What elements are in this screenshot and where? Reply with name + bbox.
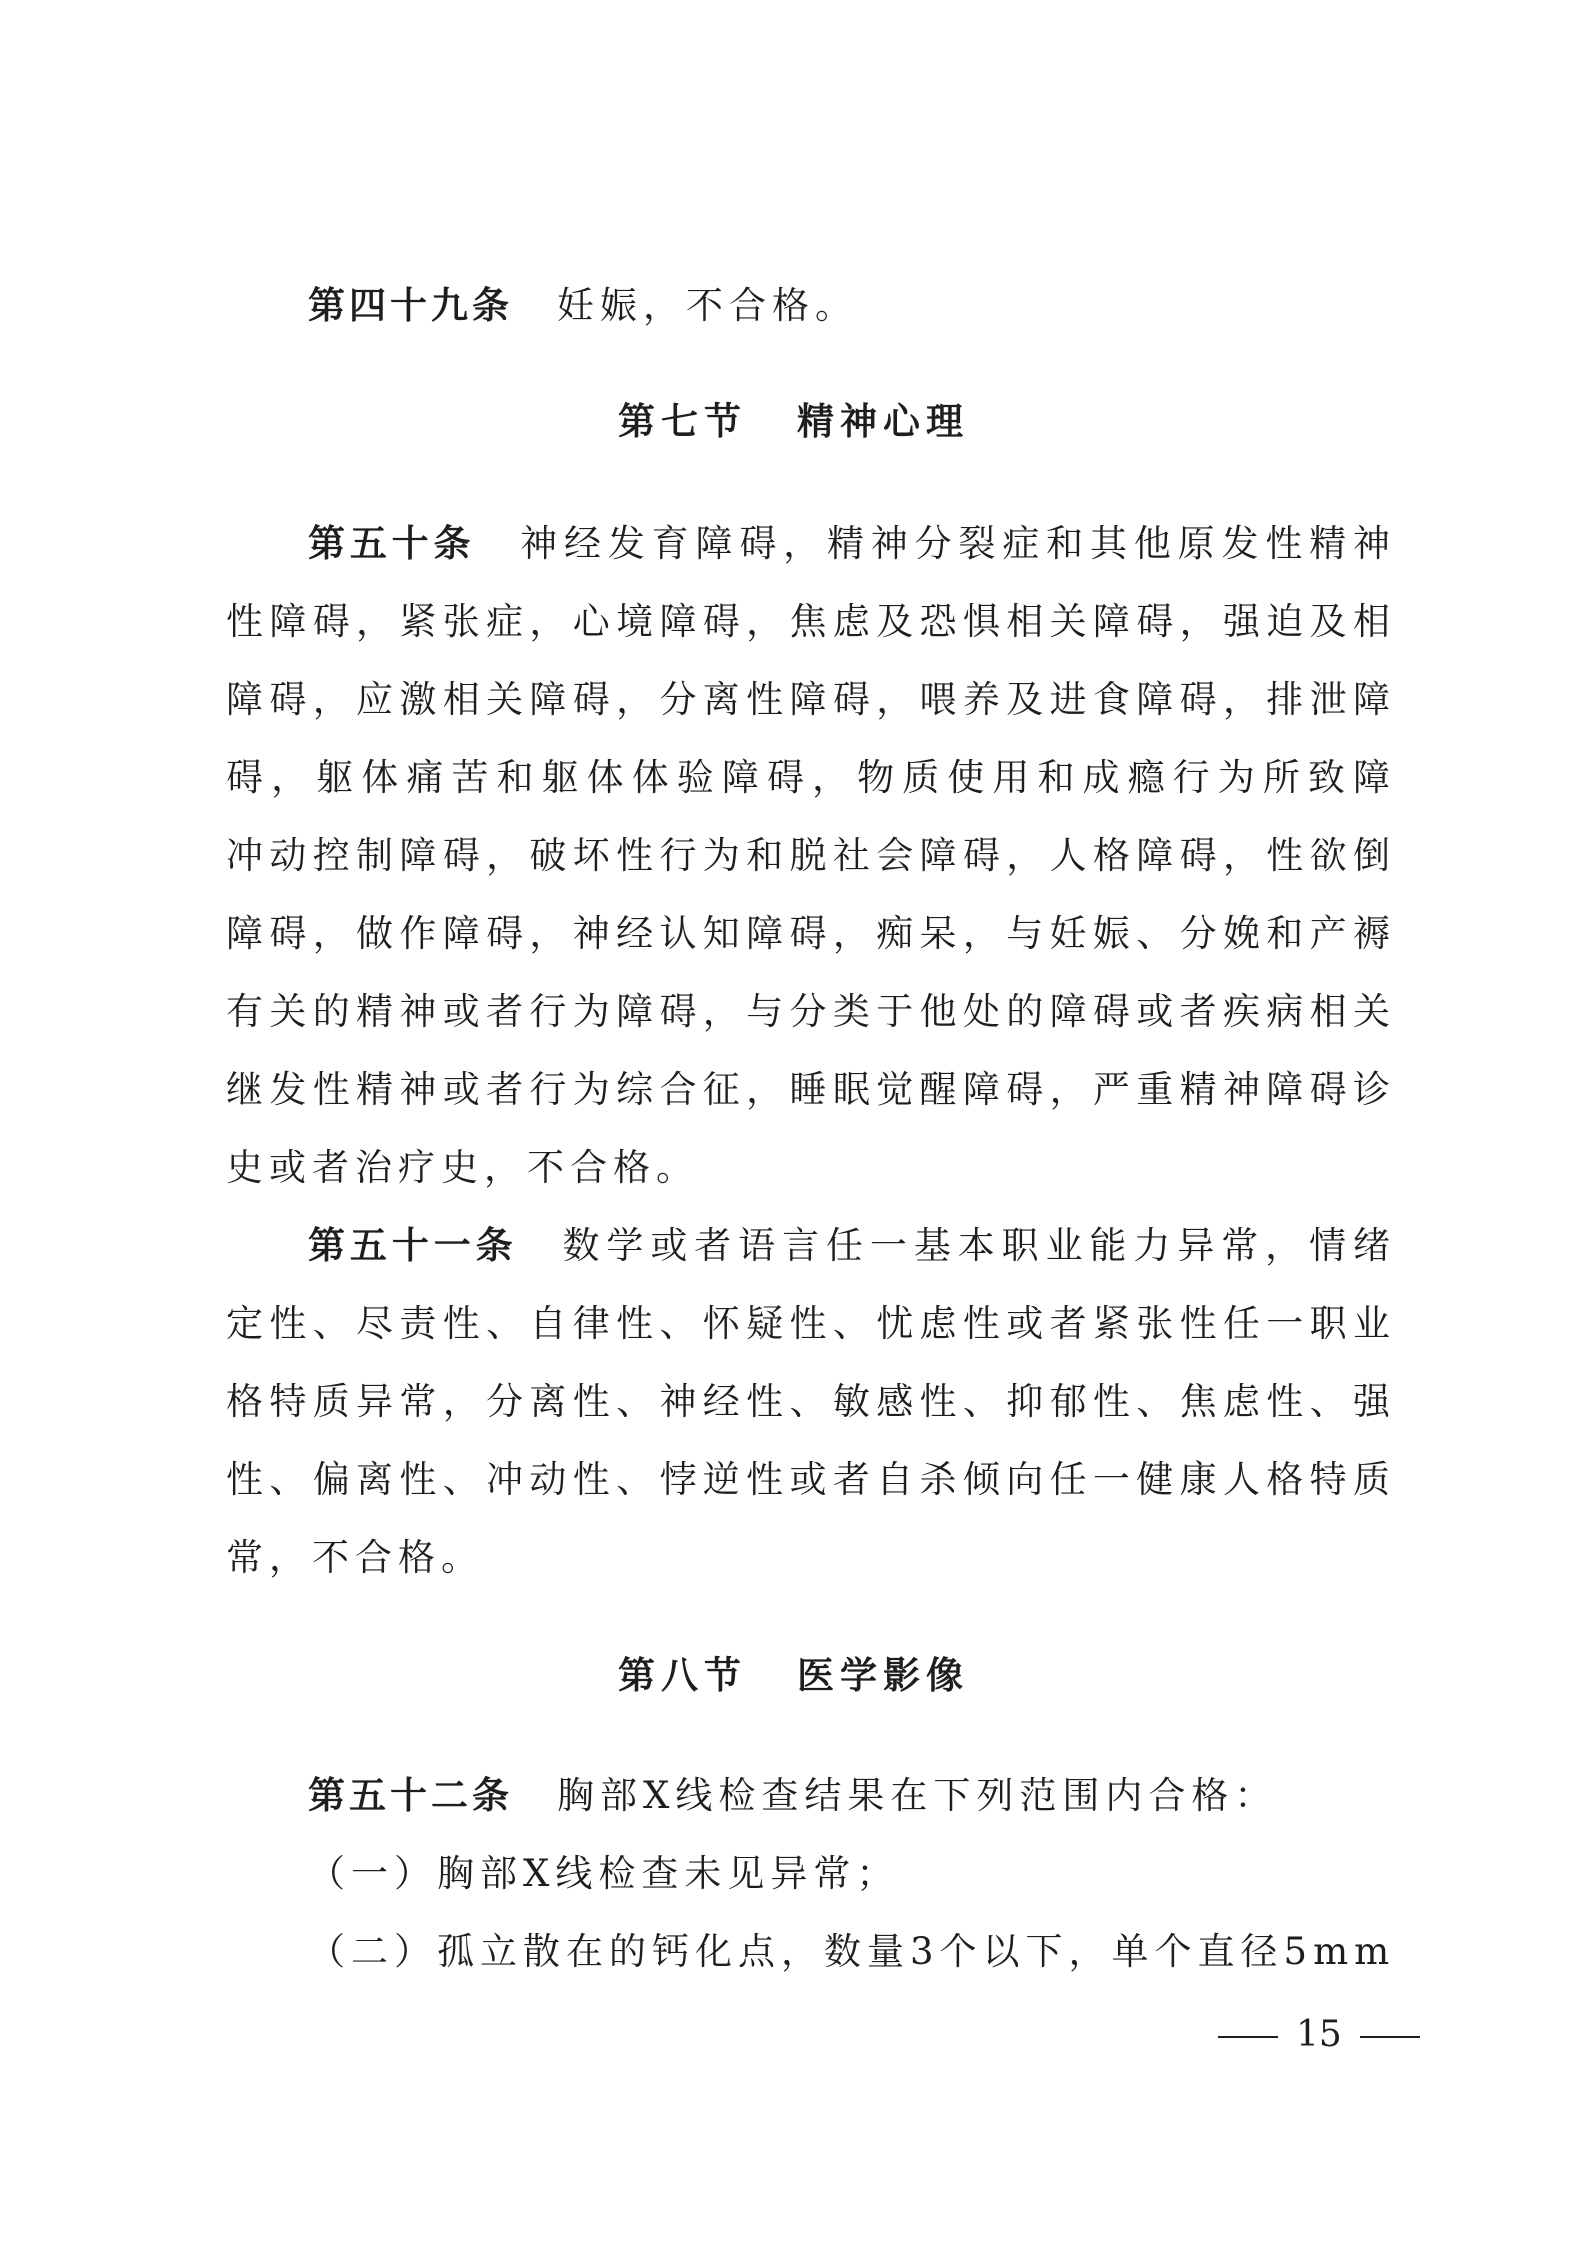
section-8-heading bbox=[0, 1648, 1587, 1704]
article-49-title: 第四十九条 bbox=[308, 284, 513, 327]
page-number-right-dash bbox=[1360, 2036, 1420, 2038]
article-50-title: 第五十条 bbox=[308, 522, 476, 565]
article-51-line-1: 第五十一条 数学或者语言任一基本职业能力异常，情绪 bbox=[308, 1224, 1396, 1267]
article-50-line-9: 史或者治疗史，不合格。 bbox=[226, 1146, 699, 1189]
section-7-name: 精神心理 bbox=[797, 400, 969, 443]
article-50-line-2: 性障碍，紧张症，心境障碍，焦虑及恐惧相关障碍，强迫及相 bbox=[226, 600, 1396, 643]
article-52-item-2: （二）孤立散在的钙化点，数量3个以下，单个直径5mm bbox=[308, 1930, 1396, 1973]
article-52-line-1 bbox=[308, 1768, 1396, 1824]
article-51-line-4: 性、偏离性、冲动性、悖逆性或者自杀倾向任一健康人格特质 bbox=[226, 1458, 1396, 1501]
section-8-number: 第八节 bbox=[618, 1654, 747, 1697]
article-52-item-1: （一）胸部X线检查未见异常； bbox=[308, 1852, 900, 1895]
article-50-line-6: 障碍，做作障碍，神经认知障碍，痴呆，与妊娠、分娩和产褥 bbox=[226, 912, 1396, 955]
section-7-number: 第七节 bbox=[618, 400, 747, 443]
page-number bbox=[1200, 2010, 1420, 2060]
article-49-text: 妊娠，不合格。 bbox=[557, 284, 858, 327]
article-52-text: 胸部X线检查结果在下列范围内合格： bbox=[557, 1774, 1278, 1817]
article-50-line-5: 冲动控制障碍，破坏性行为和脱社会障碍，人格障碍，性欲倒 bbox=[226, 834, 1396, 877]
article-51-line-2: 定性、尽责性、自律性、怀疑性、忧虑性或者紧张性任一职业 bbox=[226, 1302, 1396, 1345]
page-number-left-dash bbox=[1218, 2036, 1278, 2038]
section-7-heading bbox=[0, 394, 1587, 450]
article-51-title: 第五十一条 bbox=[308, 1224, 518, 1267]
article-50-line-4: 碍，躯体痛苦和躯体体验障碍，物质使用和成瘾行为所致障 bbox=[226, 756, 1396, 799]
article-50-line-1: 第五十条 神经发育障碍，精神分裂症和其他原发性精神 bbox=[308, 522, 1396, 565]
article-50-line-7: 有关的精神或者行为障碍，与分类于他处的障碍或者疾病相关 bbox=[226, 990, 1396, 1033]
article-52-title: 第五十二条 bbox=[308, 1774, 513, 1817]
article-51-line-3: 格特质异常，分离性、神经性、敏感性、抑郁性、焦虑性、强 bbox=[226, 1380, 1396, 1423]
page-number-value: 15 bbox=[1296, 2014, 1342, 2055]
article-50-line-3: 障碍，应激相关障碍，分离性障碍，喂养及进食障碍，排泄障 bbox=[226, 678, 1396, 721]
article-51-line-5: 常，不合格。 bbox=[226, 1536, 484, 1579]
article-49 bbox=[308, 278, 1396, 334]
article-50-line-8: 继发性精神或者行为综合征，睡眠觉醒障碍，严重精神障碍诊 bbox=[226, 1068, 1396, 1111]
section-8-name: 医学影像 bbox=[797, 1654, 969, 1697]
